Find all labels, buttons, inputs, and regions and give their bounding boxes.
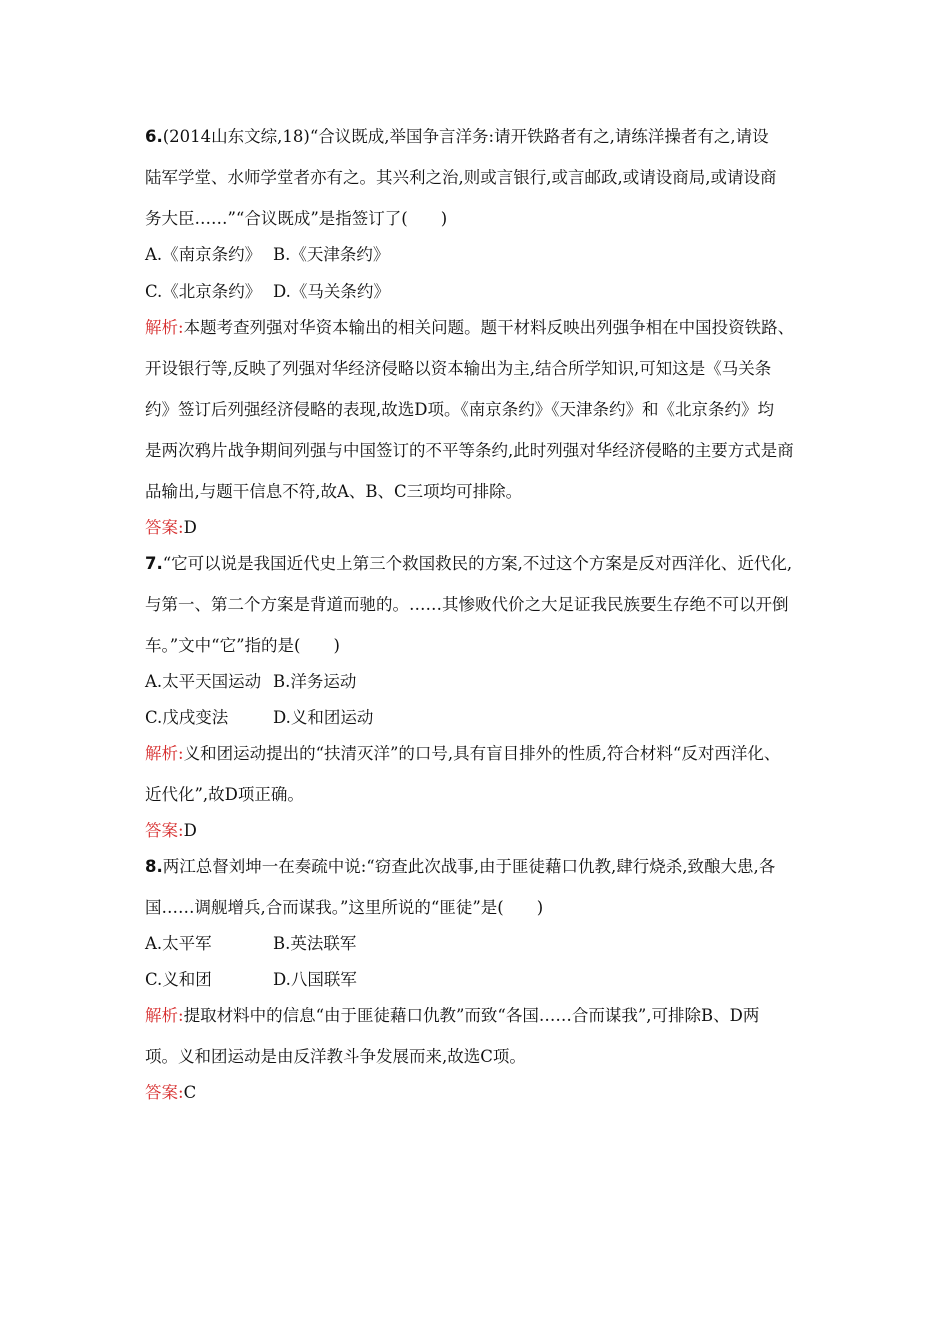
question-7-options-row-1: [145, 672, 356, 692]
answer-value: D: [183, 518, 197, 537]
option-b: B.洋务运动: [273, 672, 357, 691]
question-8-options-row-1: [145, 934, 356, 954]
answer-label: 答案:: [145, 1083, 184, 1102]
question-7-stem-line-1: [145, 554, 792, 574]
answer-value: D: [183, 821, 197, 840]
option-b: B.英法联军: [273, 934, 357, 953]
option-a: A.《南京条约》: [145, 245, 262, 264]
question-6-stem-line-2: 陆军学堂、水师学堂者亦有之。其兴利之治,则或言银行,或言邮政,或请设商局,或请设商: [145, 168, 777, 187]
question-7-stem-line-3: 车。”文中“它”指的是( ): [145, 636, 340, 655]
question-8-stem-line-1: [145, 857, 775, 877]
answer-label: 答案:: [145, 518, 184, 537]
question-7-analysis-line-2: 近代化”,故D项正确。: [145, 785, 304, 804]
question-6-options-row-1: [145, 245, 389, 265]
question-8-analysis-line-2: 项。义和团运动是由反洋教斗争发展而来,故选C项。: [145, 1047, 526, 1066]
question-8-options-row-2: [145, 970, 357, 990]
analysis-label: 解析:: [145, 744, 184, 763]
question-8-analysis-line-1: [145, 1006, 759, 1026]
answer-label: 答案:: [145, 821, 184, 840]
question-number: 8.: [145, 857, 163, 876]
question-stem-text: “它可以说是我国近代史上第三个救国救民的方案,不过这个方案是反对西洋化、近代化,: [162, 554, 793, 573]
analysis-label: 解析:: [145, 318, 184, 337]
question-7-options-row-2: [145, 708, 373, 728]
question-7-answer: [145, 821, 197, 841]
option-c: C.戊戌变法: [145, 708, 229, 727]
option-c: C.《北京条约》: [145, 282, 262, 301]
option-a: A.太平军: [145, 934, 212, 953]
option-a: A.太平天国运动: [145, 672, 262, 691]
option-d: D.义和团运动: [273, 708, 374, 727]
option-d: D.《马关条约》: [273, 282, 390, 301]
question-6-analysis-line-1: [145, 318, 794, 338]
question-6-options-row-2: [145, 282, 390, 302]
question-6-analysis-line-2: 开设银行等,反映了列强对华经济侵略以资本输出为主,结合所学知识,可知这是《马关条: [145, 359, 772, 378]
question-6-analysis-line-4: 是两次鸦片战争期间列强与中国签订的不平等条约,此时列强对华经济侵略的主要方式是商: [145, 441, 794, 460]
question-number: 6.: [145, 127, 163, 146]
analysis-text: 本题考查列强对华资本输出的相关问题。题干材料反映出列强争相在中国投资铁路、: [183, 318, 795, 337]
option-d: D.八国联军: [273, 970, 357, 989]
analysis-text: 义和团运动提出的“扶清灭洋”的口号,具有盲目排外的性质,符合材料“反对西洋化、: [183, 744, 781, 763]
option-b: B.《天津条约》: [273, 245, 390, 264]
question-8-answer: [145, 1083, 196, 1103]
question-7-analysis-line-1: [145, 744, 780, 764]
analysis-text: 提取材料中的信息“由于匪徒藉口仇教”而致“各国……合而谋我”,可排除B、D两: [183, 1006, 760, 1025]
question-7-stem-line-2: 与第一、第二个方案是背道而驰的。……其惨败代价之大足证我民族要生存绝不可以开倒: [145, 595, 789, 614]
answer-value: C: [183, 1083, 197, 1102]
analysis-label: 解析:: [145, 1006, 184, 1025]
question-8-stem-line-2: 国……调舰增兵,合而谋我。”这里所说的“匪徒”是( ): [145, 898, 544, 917]
question-stem-text: (2014山东文综,18)“合议既成,举国争言洋务:请开铁路者有之,请练洋操者有之,请设: [162, 127, 769, 146]
question-6-stem-line-3: 务大臣……”“合议既成”是指签订了( ): [145, 209, 448, 228]
question-6-stem-line-1: [145, 127, 769, 147]
question-6-answer: [145, 518, 197, 538]
question-number: 7.: [145, 554, 163, 573]
option-c: C.义和团: [145, 970, 212, 989]
question-stem-text: 两江总督刘坤一在奏疏中说:“窃查此次战事,由于匪徒藉口仇教,肆行烧杀,致酿大患,各: [162, 857, 776, 876]
question-6-analysis-line-5: 品输出,与题干信息不符,故A、B、C三项均可排除。: [145, 482, 523, 501]
question-6-analysis-line-3: 约》签订后列强经济侵略的表现,故选D项。《南京条约》《天津条约》和《北京条约》均: [145, 400, 774, 419]
